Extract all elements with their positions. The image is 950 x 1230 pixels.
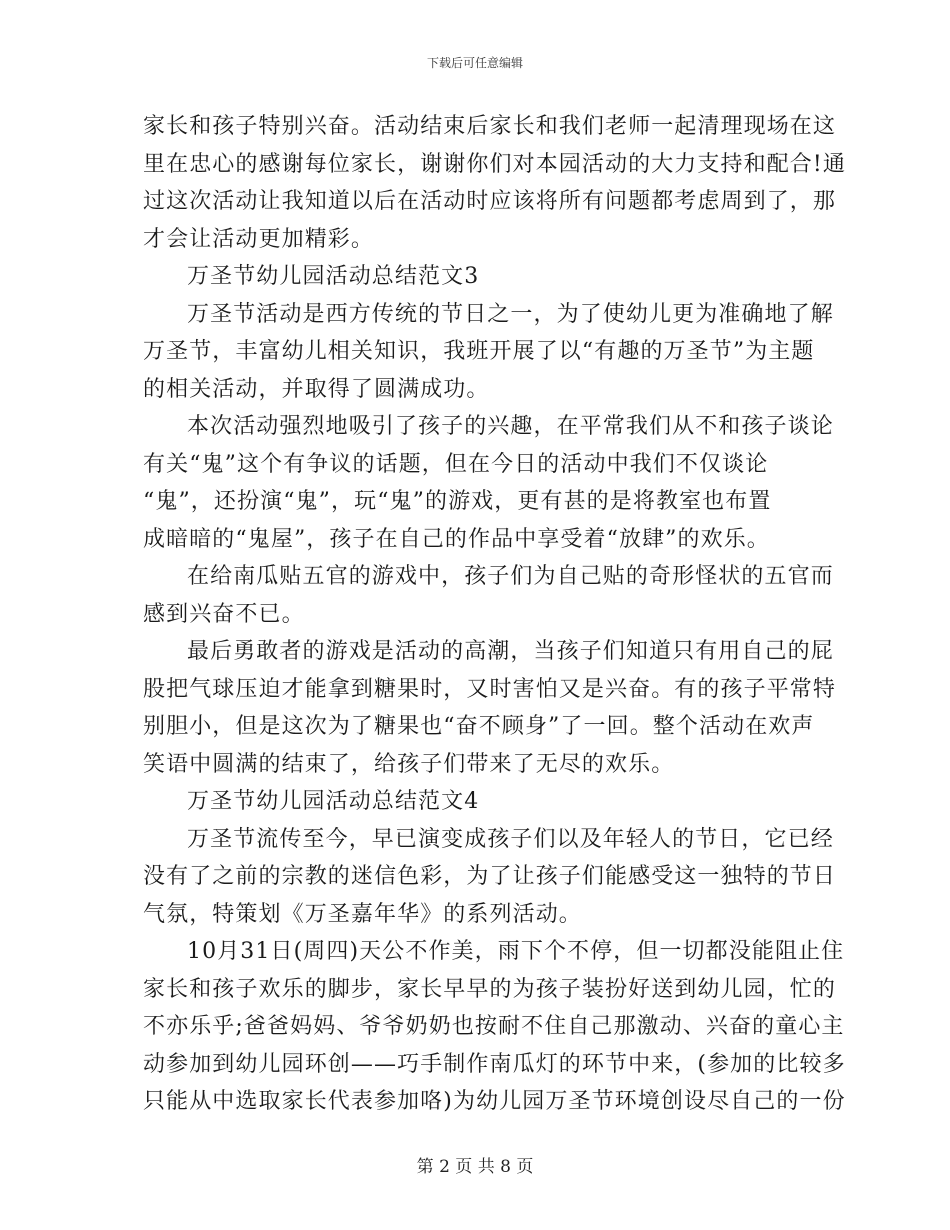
header-note: 下载后可任意编辑 — [426, 56, 523, 70]
document-body — [143, 108, 846, 1121]
paragraph-start: 10月31日(周四)天公不作美，雨下个不停，但一切都没能阻止住 — [187, 939, 845, 964]
paragraph-start: 在给南瓜贴五官的游戏中，孩子们为自己贴的奇形怪状的五官而 — [187, 564, 834, 589]
text-line: 股把气球压迫才能拿到糖果时，又时害怕又是兴奋。有的孩子平常特 — [143, 676, 837, 702]
text-line: 笑语中圆满的结束了，给孩子们带来了无尽的欢乐。 — [143, 751, 675, 777]
text-line: 家长和孩子特别兴奋。活动结束后家长和我们老师一起清理现场在这 — [143, 114, 837, 139]
section-heading: 万圣节幼儿园活动总结范文3 — [187, 264, 480, 289]
text-line: 没有了之前的宗教的迷信色彩，为了让孩子们能感受这一独特的节日 — [143, 864, 837, 889]
text-line: 万圣节，丰富幼儿相关知识，我班开展了以“有趣的万圣节”为主题 — [143, 339, 815, 364]
text-line: 的相关活动，并取得了圆满成功。 — [143, 376, 490, 402]
paragraph-start: 万圣节活动是西方传统的节日之一，为了使幼儿更为准确地了解 — [187, 301, 834, 327]
text-line: 过这次活动让我知道以后在活动时应该将所有问题都考虑周到了，那 — [143, 189, 837, 214]
text-line: 动参加到幼儿园环创——巧手制作南瓜灯的环节中来，(参加的比较多 — [143, 1051, 846, 1077]
text-line: 家长和孩子欢乐的脚步，家长早早的为孩子装扮好送到幼儿园，忙的 — [143, 976, 837, 1002]
text-line: 别胆小，但是这次为了糖果也“奋不顾身”了一回。整个活动在欢声 — [143, 714, 815, 739]
text-line: 不亦乐乎;爸爸妈妈、爷爷奶奶也按耐不住自己那激动、兴奋的童心主 — [143, 1014, 845, 1039]
section-heading: 万圣节幼儿园活动总结范文4 — [187, 789, 480, 814]
text-line: 有关“鬼”这个有争议的话题，但在今日的活动中我们不仅谈论 — [143, 451, 769, 477]
text-line: 成暗暗的“鬼屋”，孩子在自己的作品中享受着“放肆”的欢乐。 — [143, 526, 770, 552]
paragraph-start: 本次活动强烈地吸引了孩子的兴趣，在平常我们从不和孩子谈论 — [187, 414, 834, 439]
paragraph-start: 万圣节流传至今，早已演变成孩子们以及年轻人的节日，它已经 — [187, 826, 834, 852]
text-line: 只能从中选取家长代表参加咯)为幼儿园万圣节环境创设尽自己的一份 — [143, 1089, 846, 1114]
paragraph-start: 最后勇敢者的游戏是活动的高潮，当孩子们知道只有用自己的屁 — [187, 639, 834, 664]
text-line: 感到兴奋不已。 — [143, 601, 305, 627]
text-line: “鬼”，还扮演“鬼”，玩“鬼”的游戏，更有甚的是将教室也布置 — [143, 489, 772, 514]
text-line: 才会让活动更加精彩。 — [143, 226, 375, 252]
text-line: 气氛，特策划《万圣嘉年华》的系列活动。 — [143, 901, 582, 927]
text-line: 里在忠心的感谢每位家长，谢谢你们对本园活动的大力支持和配合!通 — [143, 151, 846, 177]
page-number-footer: 第 2 页 共 8 页 — [416, 1157, 534, 1177]
